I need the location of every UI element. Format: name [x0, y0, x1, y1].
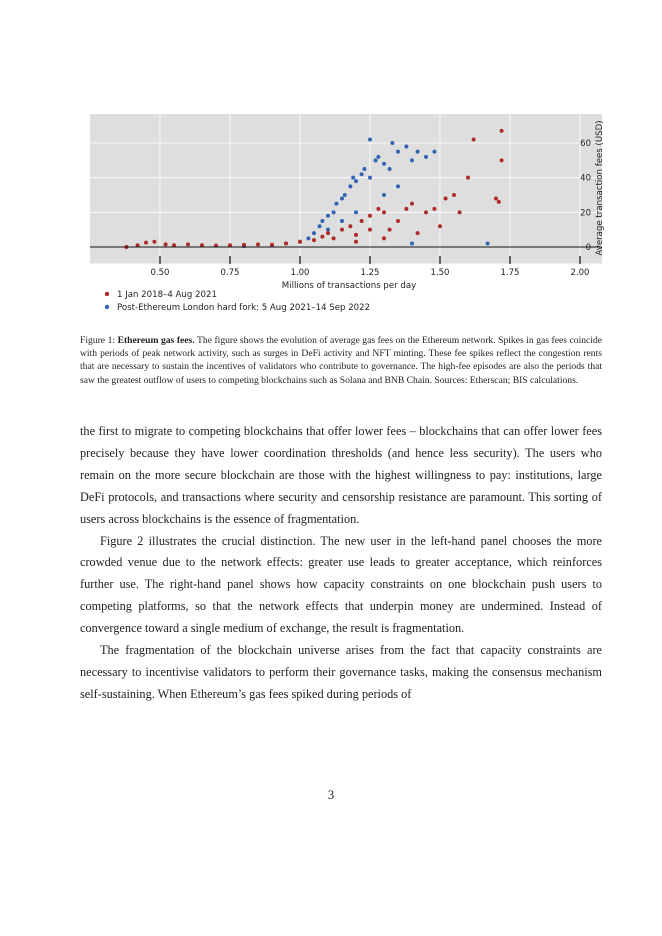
- data-point-post-london: [320, 219, 324, 223]
- data-point-post-london: [351, 176, 355, 180]
- data-point-pre-london: [270, 243, 274, 247]
- data-point-pre-london: [340, 228, 344, 232]
- data-point-post-london: [404, 144, 408, 148]
- data-point-pre-london: [416, 231, 420, 235]
- y-tick-label: 60: [580, 139, 591, 149]
- data-point-pre-london: [354, 233, 358, 237]
- data-point-pre-london: [382, 210, 386, 214]
- data-point-pre-london: [164, 242, 168, 246]
- data-point-pre-london: [256, 242, 260, 246]
- data-point-pre-london: [494, 196, 498, 200]
- data-point-pre-london: [458, 210, 462, 214]
- scatter-chart: [90, 114, 605, 324]
- y-tick-label: 20: [580, 208, 591, 219]
- data-point-pre-london: [348, 224, 352, 228]
- data-point-pre-london: [410, 202, 414, 206]
- x-tick-label: 0.75: [220, 268, 240, 278]
- data-point-post-london: [360, 172, 364, 176]
- data-point-post-london: [326, 214, 330, 218]
- data-point-pre-london: [382, 236, 386, 240]
- y-tick-label: 40: [580, 173, 591, 184]
- data-point-post-london: [390, 141, 394, 145]
- data-point-pre-london: [396, 219, 400, 223]
- data-point-post-london: [432, 150, 436, 154]
- paragraph: The fragmentation of the blockchain universe arises from the fact that capacity constraints are necessary to incentivise validators to perform their governance tasks, making the consensus mechanism self-sustaining. When Ethereum’s gas fees spiked during periods of: [80, 643, 602, 701]
- data-point-pre-london: [298, 240, 302, 244]
- caption-text: The figure shows the evolution of average gas fees on the Ethereum network. Spikes in gas fees coincide with periods of peak network activity, such as surges in DeFi activity and NFT minting. These fee spikes reflect the congestion rents that are necessary to sustain the incentives of validators who contribute to governance. The high-fee episodes are also the periods that saw the greatest outflow of users to competing blockchains such as Solana and BNB Chain. Sources: Etherscan; BIS calculations.: [80, 335, 603, 386]
- data-point-pre-london: [326, 231, 330, 235]
- data-point-pre-london: [388, 228, 392, 232]
- data-point-post-london: [368, 176, 372, 180]
- y-axis-label: Average transaction fees (USD): [595, 120, 605, 256]
- data-point-post-london: [416, 150, 420, 154]
- legend-label-pre-london: 1 Jan 2018–4 Aug 2021: [117, 290, 217, 300]
- data-point-post-london: [410, 242, 414, 246]
- data-point-post-london: [382, 162, 386, 166]
- data-point-post-london: [343, 193, 347, 197]
- figure-caption: [80, 334, 602, 387]
- x-tick-label: 1.50: [430, 268, 450, 278]
- data-point-pre-london: [312, 238, 316, 242]
- x-axis-label: Millions of transactions per day: [281, 281, 417, 291]
- data-point-post-london: [486, 242, 490, 246]
- data-point-pre-london: [500, 129, 504, 133]
- caption-title: Ethereum gas fees.: [117, 335, 195, 346]
- legend: [105, 290, 370, 313]
- data-point-post-london: [348, 184, 352, 188]
- data-point-post-london: [382, 193, 386, 197]
- data-point-pre-london: [152, 240, 156, 244]
- x-tick-label: 1.25: [360, 268, 380, 278]
- data-point-pre-london: [452, 193, 456, 197]
- data-point-pre-london: [376, 207, 380, 211]
- figure-1: [90, 114, 605, 324]
- data-point-pre-london: [284, 242, 288, 246]
- data-point-pre-london: [500, 158, 504, 162]
- plot-panel: [90, 114, 602, 264]
- x-tick-label: 0.50: [150, 268, 170, 278]
- data-point-pre-london: [424, 210, 428, 214]
- data-point-post-london: [318, 224, 322, 228]
- body-text: [80, 421, 602, 706]
- data-point-pre-london: [360, 219, 364, 223]
- legend-label-post-london: Post-Ethereum London hard fork: 5 Aug 2021–14 Sep 2022: [117, 303, 371, 313]
- caption-label: Figure 1:: [80, 335, 116, 346]
- data-point-pre-london: [242, 243, 246, 247]
- data-point-pre-london: [404, 207, 408, 211]
- data-point-post-london: [376, 155, 380, 159]
- data-point-post-london: [374, 158, 378, 162]
- data-point-pre-london: [438, 224, 442, 228]
- data-point-post-london: [368, 138, 372, 142]
- data-point-pre-london: [368, 214, 372, 218]
- data-point-pre-london: [472, 138, 476, 142]
- data-point-pre-london: [466, 176, 470, 180]
- data-point-post-london: [306, 236, 310, 240]
- data-point-pre-london: [497, 200, 501, 204]
- data-point-post-london: [340, 196, 344, 200]
- y-tick-label: 0: [585, 243, 591, 253]
- data-point-pre-london: [444, 196, 448, 200]
- data-point-pre-london: [320, 235, 324, 239]
- data-point-post-london: [354, 179, 358, 183]
- data-point-post-london: [410, 158, 414, 162]
- page-number: 3: [327, 788, 335, 802]
- data-point-pre-london: [354, 240, 358, 244]
- data-point-post-london: [326, 228, 330, 232]
- data-point-post-london: [340, 219, 344, 223]
- data-point-pre-london: [368, 228, 372, 232]
- x-tick-label: 1.75: [500, 268, 520, 278]
- data-point-post-london: [396, 184, 400, 188]
- data-point-post-london: [334, 202, 338, 206]
- data-point-pre-london: [432, 207, 436, 211]
- paragraph: Figure 2 illustrates the crucial distinction. The new user in the left-hand panel chooses the more crowded venue due to the network effects: greater use leads to greater acceptance, which reinforces further use. The right-hand panel shows how capacity constraints on one blockchain push users to competing platforms, so that the network effects that underpin money are undermined. Instead of convergence toward a single medium of exchange, the result is fragmentation.: [80, 533, 602, 636]
- legend-marker-pre-london: [105, 292, 109, 296]
- data-point-pre-london: [332, 236, 336, 240]
- data-point-post-london: [396, 150, 400, 154]
- x-tick-label: 1.00: [290, 268, 310, 278]
- data-point-post-london: [312, 231, 316, 235]
- data-point-pre-london: [144, 241, 148, 245]
- paragraph: the first to migrate to competing blockchains that offer lower fees – blockchains that can offer lower fees precisely because they have lower coordination thresholds (and hence less security). The users who remain on the more secure blockchain are those with the highest willingness to pay: institutions, large DeFi protocols, and transactions where security and censorship resistance are paramount. This sorting of users across blockchains is the essence of fragmentation.: [80, 424, 602, 526]
- data-point-post-london: [354, 210, 358, 214]
- data-point-post-london: [362, 167, 366, 171]
- legend-marker-post-london: [105, 305, 109, 309]
- data-point-pre-london: [186, 242, 190, 246]
- data-point-post-london: [388, 167, 392, 171]
- x-tick-label: 2.00: [570, 268, 590, 278]
- data-point-post-london: [332, 210, 336, 214]
- data-point-post-london: [424, 155, 428, 159]
